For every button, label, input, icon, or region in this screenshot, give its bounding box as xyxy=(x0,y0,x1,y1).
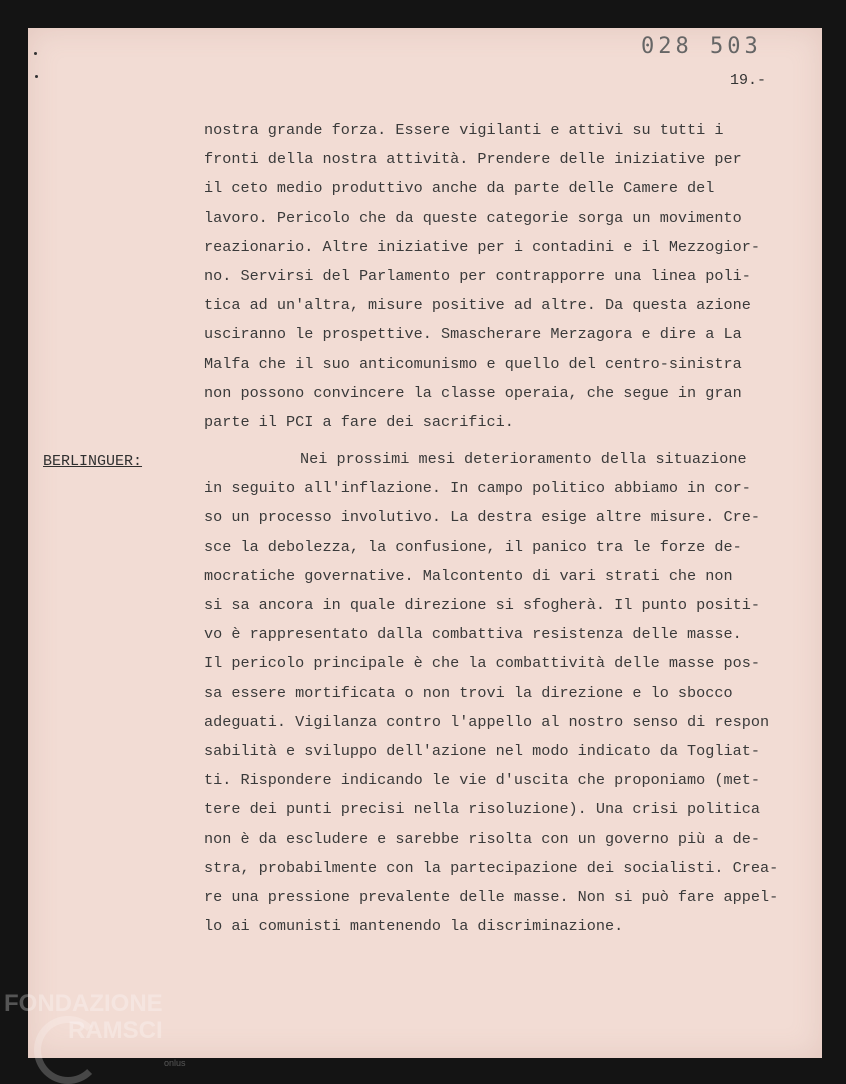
text-line: tere dei punti precisi nella risoluzione). Una crisi politica xyxy=(204,800,760,819)
text-line: nostra grande forza. Essere vigilanti e attivi su tutti i xyxy=(204,121,724,139)
text-line: lavoro. Pericolo che da queste categorie sorga un movimento xyxy=(204,208,742,227)
watermark-line: FONDAZIONE xyxy=(4,990,163,1017)
watermark-onlus: onlus xyxy=(164,1058,186,1068)
text-line: parte il PCI a fare dei sacrifici. xyxy=(204,413,514,432)
text-line: Nei prossimi mesi deterioramento della situazione xyxy=(300,450,747,468)
archive-stamp-number: 028 503 xyxy=(641,34,762,59)
watermark-line: RAMSCI xyxy=(68,1017,163,1044)
text-line: sa essere mortificata o non trovi la direzione e lo sbocco xyxy=(204,683,733,702)
text-line: lo ai comunisti mantenendo la discriminazione. xyxy=(204,917,624,936)
text-line: si sa ancora in quale direzione si sfogherà. Il punto positi- xyxy=(204,596,760,615)
margin-dot xyxy=(35,75,38,78)
text-line: Il pericolo principale è che la combattività delle masse pos- xyxy=(204,654,760,673)
speaker-paragraph xyxy=(204,445,778,941)
text-line: tica ad un'altra, misure positive ad altre. Da questa azione xyxy=(204,296,751,315)
text-line: usciranno le prospettive. Smascherare Merzagora e dire a La xyxy=(204,325,742,344)
text-line: in seguito all'inflazione. In campo politico abbiamo in cor- xyxy=(204,479,751,498)
text-line: vo è rappresentato dalla combattiva resistenza delle masse. xyxy=(204,625,742,644)
g-logo-icon xyxy=(34,1016,102,1084)
text-line: reazionario. Altre iniziative per i contadini e il Mezzogior- xyxy=(204,237,760,256)
fondazione-gramsci-watermark xyxy=(4,990,186,1068)
text-line: non è da escludere e sarebbe risolta con un governo più a de- xyxy=(204,829,760,848)
text-line: re una pressione prevalente delle masse. Non si può fare appel- xyxy=(204,888,779,907)
text-line: sabilità e sviluppo dell'azione nel modo indicato da Togliat- xyxy=(204,742,760,761)
text-line: stra, probabilmente con la partecipazione dei socialisti. Crea- xyxy=(204,858,779,877)
text-line: mocratiche governative. Malcontento di vari strati che non xyxy=(204,566,733,585)
text-line: so un processo involutivo. La destra esige altre misure. Cre- xyxy=(204,508,760,527)
margin-dot xyxy=(34,52,37,55)
text-line: il ceto medio produttivo anche da parte delle Camere del xyxy=(204,179,715,198)
text-line: adeguati. Vigilanza contro l'appello al nostro senso di respon xyxy=(204,712,770,731)
document-page xyxy=(28,28,822,1058)
text-line: non possono convincere la classe operaia, che segue in gran xyxy=(204,383,742,402)
text-line: sce la debolezza, la confusione, il panico tra le forze de- xyxy=(204,537,742,556)
page-number: 19.- xyxy=(730,72,767,89)
text-line: fronti della nostra attività. Prendere delle iniziative per xyxy=(204,150,742,169)
text-line: ti. Rispondere indicando le vie d'uscita che proponiamo (met- xyxy=(204,771,760,790)
speaker-label: BERLINGUER: xyxy=(43,453,143,470)
text-line: no. Servirsi del Parlamento per contrapporre una linea poli- xyxy=(204,267,751,286)
paragraph-continued xyxy=(204,116,760,437)
text-line: Malfa che il suo anticomunismo e quello del centro-sinistra xyxy=(204,354,742,373)
